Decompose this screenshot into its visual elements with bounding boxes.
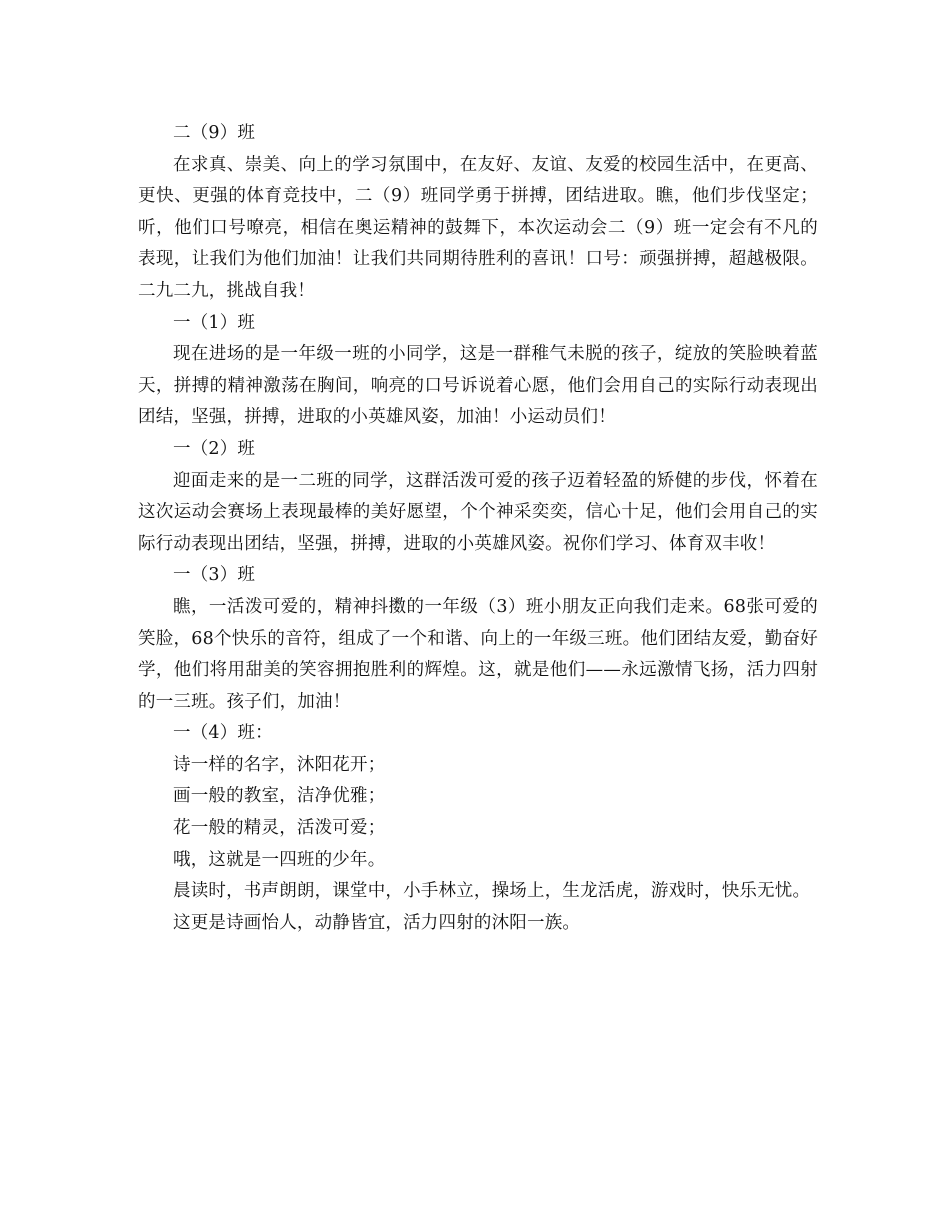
poem-line: 花一般的精灵，活泼可爱； [173, 818, 386, 839]
poem-line: 哦，这就是一四班的少年。 [173, 849, 386, 870]
poem-line: 画一般的教室，洁净优雅； [173, 786, 386, 807]
paragraph-1-2-intro: 迎面走来的是一二班的同学，这群活泼可爱的孩子迈着轻盈的矫健的步伐，怀着在这次运动会赛场上表现最棒的美好愿望，个个神采奕奕，信心十足，他们会用自己的实际行动表现出团结，坚强，拼搏，进取的小英雄风姿。祝你们学习、体育双丰收！ [138, 470, 818, 554]
poem-line: 诗一样的名字，沐阳花开； [173, 754, 386, 775]
paragraph-1-4-closing: 这更是诗画怡人，动静皆宜，活力四射的沐阳一族。 [173, 912, 581, 933]
class-heading-1-2: 一（2）班 [173, 438, 256, 459]
class-heading-1-3: 一（3）班 [173, 565, 256, 586]
document-page [138, 118, 818, 939]
paragraph-1-1-intro: 现在进场的是一年级一班的小同学，这是一群稚气未脱的孩子，绽放的笑脸映着蓝天，拼搏的精神激荡在胸间，响亮的口号诉说着心愿，他们会用自己的实际行动表现出团结，坚强，拼搏，进取的小英雄风姿，加油！小运动员们！ [138, 344, 818, 428]
class-heading-2-9: 二（9）班 [173, 123, 256, 143]
class-heading-1-4: 一（4）班： [173, 723, 273, 744]
paragraph-2-9-intro: 在求真、崇美、向上的学习氛围中，在友好、友谊、友爱的校园生活中，在更高、更快、更强的体育竞技中，二（9）班同学勇于拼搏，团结进取。瞧，他们步伐坚定；听，他们口号嘹亮，相信在奥运精神的鼓舞下，本次运动会二（9）班一定会有不凡的表现，让我们为他们加油！让我们共同期待胜利的喜讯！口号：顽强拼搏，超越极限。二九二九，挑战自我！ [138, 154, 818, 301]
class-heading-1-1: 一（1）班 [173, 312, 256, 333]
paragraph-1-3-intro: 瞧，一活泼可爱的，精神抖擞的一年级（3）班小朋友正向我们走来。68张可爱的笑脸，68个快乐的音符，组成了一个和谐、向上的一年级三班。他们团结友爱，勤奋好学，他们将用甜美的笑容拥抱胜利的辉煌。这，就是他们——永远激情飞扬，活力四射的一三班。孩子们，加油！ [138, 596, 818, 712]
paragraph-1-4-daily: 晨读时，书声朗朗，课堂中，小手林立，操场上，生龙活虎，游戏时，快乐无忧。 [173, 881, 811, 902]
